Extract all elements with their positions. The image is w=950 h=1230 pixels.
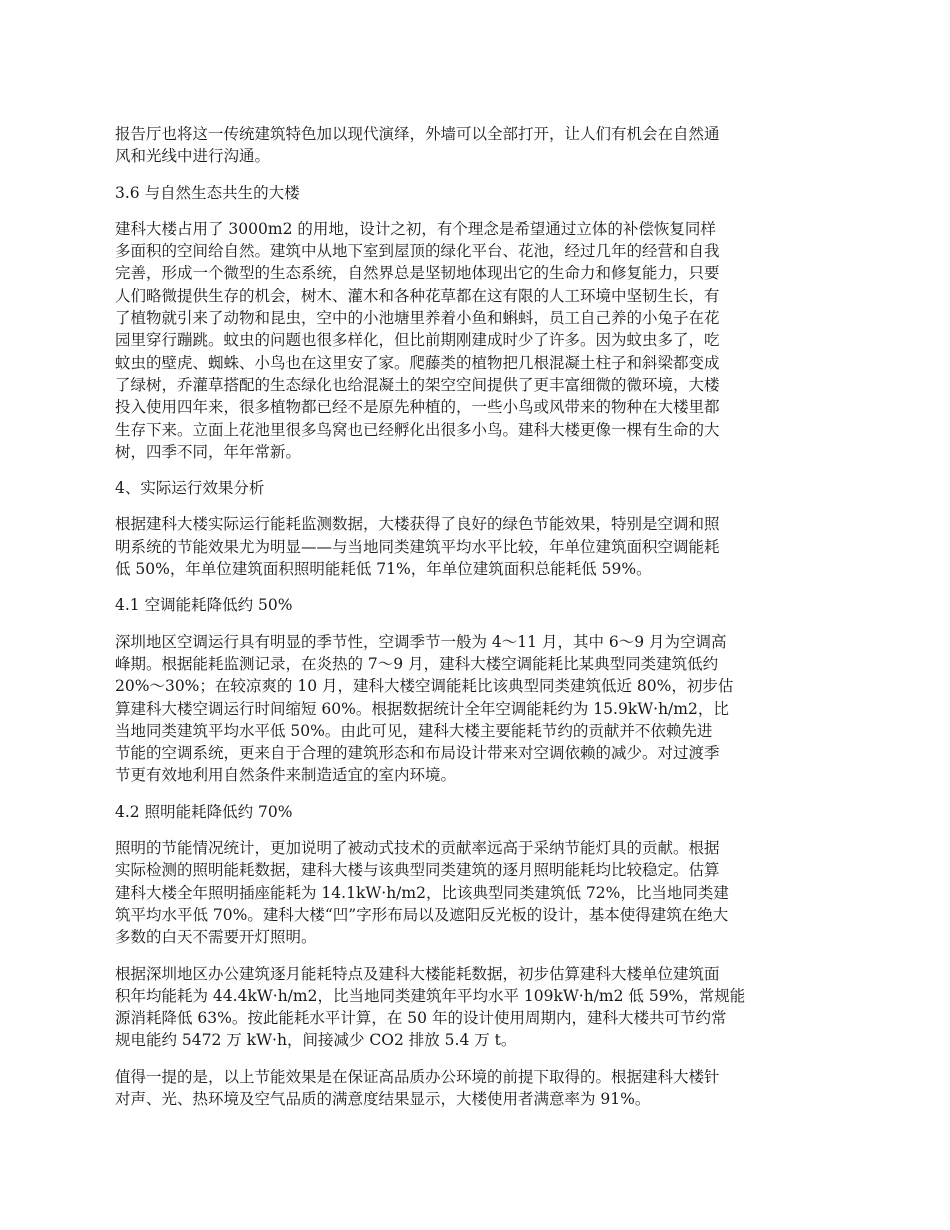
document-page xyxy=(115,123,840,1124)
paragraph-operation-summary: 根据建科大楼实际运行能耗监测数据，大楼获得了良好的绿色节能效果，特别是空调和照 明系统的节能效果尤为明显——与当地同类建筑平均水平比较，年单位建筑面积空调能耗 低 50%，年单位建筑面积照明能耗低 71%，年单位建筑面积总能耗低 59%。 xyxy=(115,515,720,579)
paragraph-total-energy: 根据深圳地区办公建筑逐月能耗特点及建科大楼能耗数据，初步估算建科大楼单位建筑面 积年均能耗为 44.4kW·h/m2，比当地同类建筑年平均水平 109kW·h/m2 低 59%，常规能 源消耗降低 63%。按此能耗水平计算，在 50 年的设计使用周期内，建科大楼共可节约常 规电能约 5472 万 kW·h，间接减少 CO2 排放 5.4 万 t。 xyxy=(115,964,746,1050)
section-heading-4: 4、实际运行效果分析 xyxy=(115,479,265,498)
paragraph-lighting: 照明的节能情况统计，更加说明了被动式技术的贡献率远高于采纳节能灯具的贡献。根据 实际检测的照明能耗数据，建科大楼与该典型同类建筑的逐月照明能耗均比较稳定。估算 建科大楼全年照明插座能耗为 14.1kW·h/m2，比该典型同类建筑低 72%，比当地同类建 筑平均水平低 70%。建科大楼“凹”字形布局以及遮阳反光板的设计，基本使得建筑在绝大 多数的白天不需要开灯照明。 xyxy=(115,839,729,947)
paragraph-ecology: 建科大楼占用了 3000m2 的用地，设计之初，有个理念是希望通过立体的补偿恢复同样 多面积的空间给自然。建筑中从地下室到屋顶的绿化平台、花池，经过几年的经营和自我 完善，形成一个微型的生态系统，自然界总是坚韧地体现出它的生命力和修复能力，只要 人们略微提供生存的机会，树木、灌木和各种花草都在这有限的人工环境中坚韧生长，有 了植物就引来了动物和昆虫，空中的小池塘里养着小鱼和蝌蚪，员工自己养的小兔子在花 园里穿行蹦跳。蚊虫的问题也很多样化，但比前期刚建成时少了许多。因为蚊虫多了，吃 蚊虫的壁虎、蜘蛛、小鸟也在这里安了家。爬藤类的植物把几根混凝土柱子和斜梁都变成 了绿树，乔灌草搭配的生态绿化也给混凝土的架空空间提供了更丰富细微的微环境，大楼 投入使用四年来，很多植物都已经不是原先种植的，一些小鸟或风带来的物种在大楼里都 生存下来。立面上花池里很多鸟窝也已经孵化出很多小鸟。建科大楼更像一棵有生命的大 树，四季不同，年年常新。 xyxy=(115,219,720,461)
section-heading-3-6: 3.6 与自然生态共生的大楼 xyxy=(115,183,300,202)
paragraph-air-conditioning: 深圳地区空调运行具有明显的季节性，空调季节一般为 4～11 月，其中 6～9 月为空调高 峰期。根据能耗监测记录，在炎热的 7～9 月，建科大楼空调能耗比某典型同类建筑低约 20%～30%；在较凉爽的 10 月，建科大楼空调能耗比该典型同类建筑低近 80%，初步估 算建科大楼空调运行时间缩短 60%。根据数据统计全年空调能耗约为 15.9kW·h/m2，比 当地同类建筑平均水平低 50%。由此可见，建科大楼主要能耗节约的贡献并不依赖先进 节能的空调系统，更来自于合理的建筑形态和布局设计带来对空调依赖的减少。对过渡季 节更有效地利用自然条件来制造适宜的室内环境。 xyxy=(115,632,734,785)
paragraph-lecture-hall: 报告厅也将这一传统建筑特色加以现代演绎，外墙可以全部打开，让人们有机会在自然通 风和光线中进行沟通。 xyxy=(115,125,720,166)
section-heading-4-2: 4.2 照明能耗降低约 70% xyxy=(115,802,293,821)
section-heading-4-1: 4.1 空调能耗降低约 50% xyxy=(115,596,293,615)
paragraph-satisfaction: 值得一提的是，以上节能效果是在保证高品质办公环境的前提下取得的。根据建科大楼针 对声、光、热环境及空气品质的满意度结果显示，大楼使用者满意率为 91%。 xyxy=(115,1067,720,1108)
